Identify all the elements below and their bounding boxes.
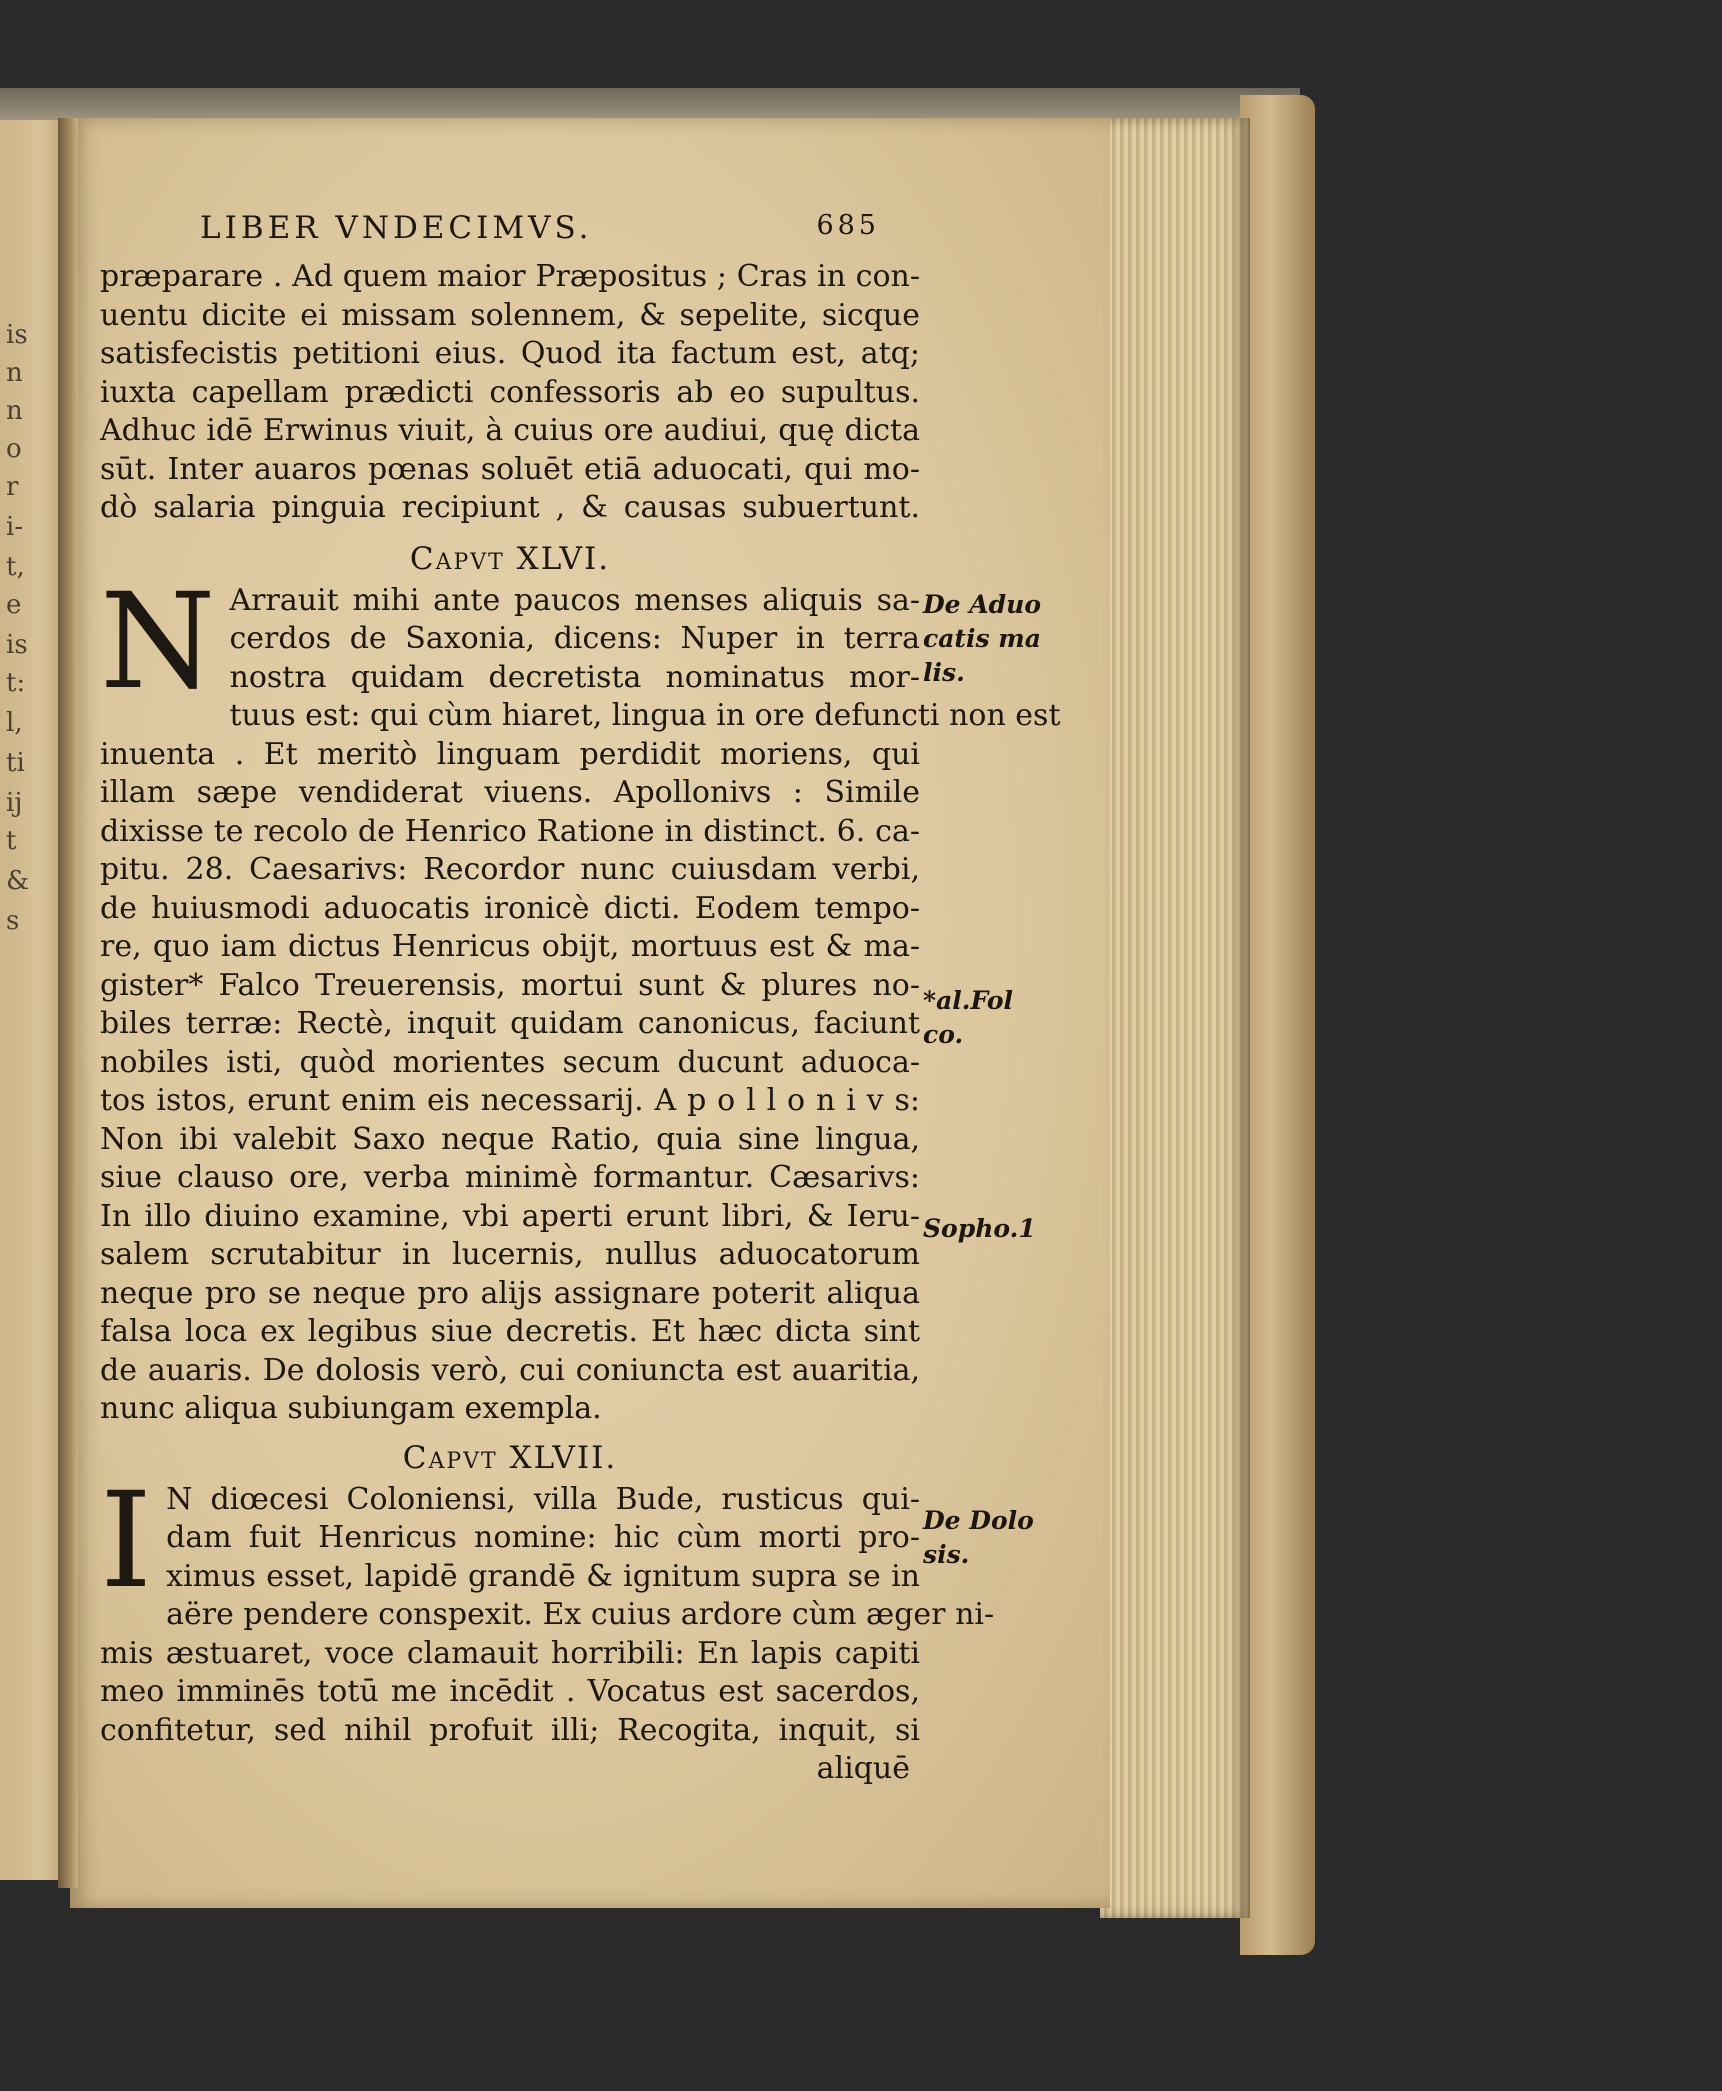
text-line: uentu dicite ei missam solennem, & sepelite, sicque	[100, 297, 920, 333]
text-line: In illo diuino examine, vbi aperti erunt libri, & Ieru-	[100, 1198, 920, 1234]
drop-cap-i: I	[100, 1463, 153, 1618]
page-block-edges	[1100, 118, 1250, 1918]
text-line: aëre pendere conspexit. Ex cuius ardore cùm æger ni-	[166, 1597, 995, 1632]
margin-note-line: *al.Fol	[923, 986, 1014, 1015]
gutter	[58, 118, 78, 1888]
margin-note-sopho	[923, 1212, 1073, 1246]
left-page-text-fragment: &	[6, 866, 30, 896]
text-line: dixisse te recolo de Henrico Ratione in distinct. 6. ca-	[100, 813, 920, 849]
left-page-text-fragment: t,	[6, 552, 25, 582]
text-line: mis æstuaret, voce clamauit horribili: En lapis capiti	[100, 1635, 920, 1671]
left-page-text-fragment: ti	[6, 748, 25, 778]
text-line: nostra quidam decretista nominatus mor-	[229, 659, 920, 695]
left-page-text-fragment: e	[6, 590, 22, 620]
text-line: nunc aliqua subiungam exempla.	[100, 1391, 602, 1426]
text-line: dam fuit Henricus nomine: hic cùm morti pro-	[166, 1520, 920, 1555]
text-line: tuus est: qui cùm hiaret, lingua in ore defuncti non est	[229, 698, 1061, 733]
left-page-text-fragment: is	[6, 320, 28, 350]
text-line: falsa loca ex legibus siue decretis. Et hæc dicta sint	[100, 1314, 920, 1349]
text-line: de huiusmodi aduocatis ironicè dicti. Eodem tempo-	[100, 890, 920, 926]
text-line: illam sæpe vendiderat viuens. Apollonivs : Simile	[100, 775, 920, 810]
margin-note-falco	[923, 984, 1073, 1052]
margin-note-line: Sopho.1	[923, 1214, 1036, 1243]
left-page-text-fragment: n	[6, 396, 23, 426]
text-line: pitu. 28. Caesarivs: Recordor nunc cuiusdam verbi,	[100, 852, 920, 887]
left-page-text-fragment: r	[6, 472, 19, 502]
drop-cap-n: N	[100, 564, 216, 719]
text-line: N diœcesi Coloniensi, villa Bude, rusticus qui-	[166, 1481, 920, 1517]
margin-note-line: lis.	[923, 658, 965, 687]
margin-note-dolosis	[923, 1504, 1073, 1572]
text-line: inuenta . Et meritò linguam perdidit moriens, qui	[100, 736, 920, 772]
text-line: meo imminēs totū me incēdit . Vocatus est sacerdos,	[100, 1674, 920, 1709]
left-page-text-fragment: n	[6, 358, 23, 388]
left-page-text-fragment: l,	[6, 708, 23, 738]
left-page-text-fragment: o	[6, 434, 22, 464]
text-line: præparare . Ad quem maior Præpositus ; Cras in con-	[100, 259, 920, 294]
text-line: satisfecistis petitioni eius. Quod ita factum est, atq;	[100, 336, 920, 371]
margin-note-line: De Dolo	[923, 1506, 1034, 1535]
text-line: siue clauso ore, verba minimè formantur. Cæsarivs:	[100, 1160, 920, 1195]
left-page-text-fragment: t	[6, 826, 17, 856]
left-page-text-fragment: s	[6, 906, 20, 936]
text-line: de auaris. De dolosis verò, cui coniuncta est auaritia,	[100, 1352, 920, 1388]
margin-note-line: catis ma	[923, 624, 1041, 653]
text-line: gister* Falco Treuerensis, mortui sunt & plures no-	[100, 967, 920, 1003]
margin-note-line: co.	[923, 1020, 964, 1049]
intro-paragraph	[100, 258, 920, 528]
running-header	[200, 210, 900, 250]
text-line: dò salaria pinguia recipiunt , & causas subuertunt.	[100, 490, 920, 525]
chapter-46-heading: Capvt XLVI.	[409, 540, 611, 577]
text-line: confitetur, sed nihil profuit illi; Recogita, inquit, si	[100, 1712, 920, 1748]
left-page-text-fragment: t:	[6, 668, 26, 698]
text-line: biles terræ: Rectè, inquit quidam canonicus, faciunt	[100, 1006, 920, 1041]
text-line: Arrauit mihi ante paucos menses aliquis sa-	[229, 582, 920, 618]
margin-note-line: sis.	[923, 1540, 970, 1569]
text-line: re, quo iam dictus Henricus obijt, mortuus est & ma-	[100, 929, 920, 964]
left-page-text-fragment: ij	[6, 788, 23, 818]
margin-note-advocatis	[923, 588, 1073, 690]
left-page-text-fragment: i-	[6, 512, 24, 542]
text-line: neque pro se neque pro alijs assignare poterit aliqua	[100, 1275, 920, 1311]
chapter-47-heading: Capvt XLVII.	[402, 1439, 618, 1476]
text-line: Adhuc idē Erwinus viuit, à cuius ore audiui, quę dicta	[100, 413, 920, 448]
header-title: LIBER VNDECIMVS.	[200, 210, 593, 246]
book-cover-edge	[1240, 95, 1315, 1955]
left-page-text-fragment: is	[6, 630, 28, 660]
text-line: Non ibi valebit Saxo neque Ratio, quia sine lingua,	[100, 1121, 920, 1157]
text-line: sūt. Inter auaros pœnas soluēt etiā aduocati, qui mo-	[100, 451, 920, 487]
margin-note-line: De Aduo	[923, 590, 1042, 619]
page-number: 685	[816, 210, 880, 241]
text-line: nobiles isti, quòd morientes secum ducunt aduoca-	[100, 1044, 920, 1080]
text-line: tos istos, erunt enim eis necessarij. A p o l l o n i v s:	[100, 1083, 920, 1118]
text-line: cerdos de Saxonia, dicens: Nuper in terra	[229, 621, 920, 656]
catchword: aliquē	[816, 1751, 910, 1786]
text-line: ximus esset, lapidē grandē & ignitum supra se in	[166, 1558, 920, 1594]
text-line: salem scrutabitur in lucernis, nullus aduocatorum	[100, 1237, 920, 1272]
text-line: iuxta capellam prædicti confessoris ab eo supultus.	[100, 374, 920, 410]
